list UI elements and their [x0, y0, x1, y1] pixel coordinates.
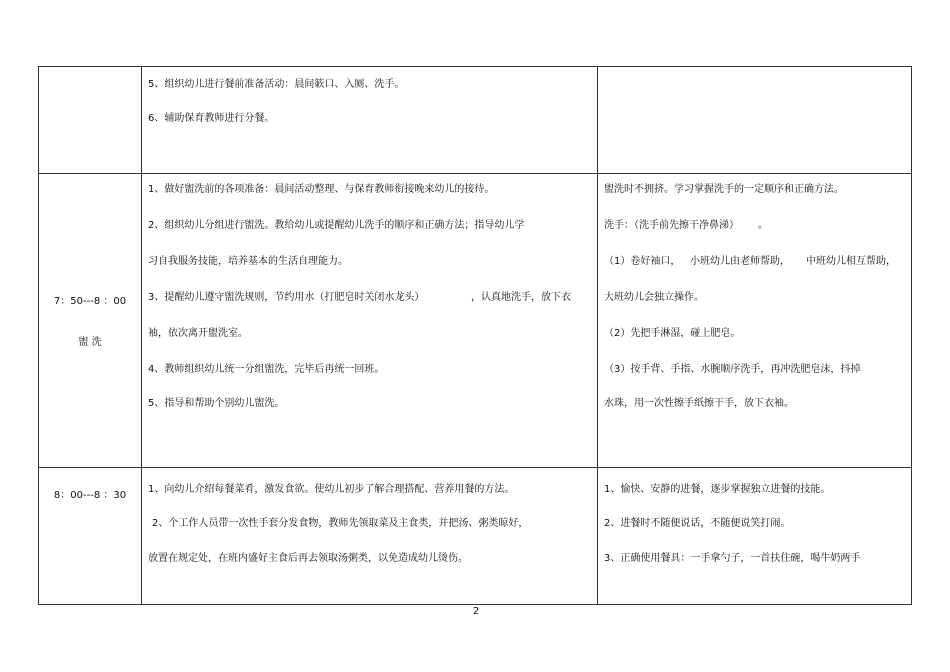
row2-activity: 盥 洗 — [78, 337, 102, 348]
row2-mid-line-4: 3、提醒幼儿遵守盥洗规则，节约用水（打肥皂时关闭水龙头） — [148, 292, 425, 303]
row2-right-line-3: （1）卷好袖口， — [604, 256, 681, 267]
row2-mid-line-3: 习自我服务技能，培养基本的生活自理能力。 — [148, 256, 348, 267]
row2-mid-line-7: 5、指导和帮助个别幼儿盥洗。 — [148, 398, 285, 409]
row2-mid-line-2: 2、组织幼儿分组进行盥洗。教给幼儿或提醒幼儿洗手的顺序和正确方法；指导幼儿学 — [148, 220, 525, 231]
column-divider — [597, 67, 598, 604]
row2-mid-line-5: 袖，依次离开盥洗室。 — [148, 328, 248, 339]
row2-right-line-5: （2）先把手淋湿，碰上肥皂。 — [604, 328, 741, 339]
row-divider — [39, 467, 911, 468]
row3-right-line-3: 3、正确使用餐具：一手拿勺子，一首扶住碗，喝牛奶两手 — [604, 553, 861, 564]
row3-mid-line-2: 2、个工作人员带一次性手套分发食物，教师先领取菜及主食类，并把汤、粥类晾好， — [152, 518, 529, 529]
row2-right-line-6: （3）按手背、手指、水腕顺序洗手，再冲洗肥皂沫，抖掉 — [604, 364, 861, 375]
row2-right-line-4: 大班幼儿会独立操作。 — [604, 292, 704, 303]
row2-mid-line-6: 4、教师组织幼儿统一分组盥洗，完毕后再统一回班。 — [148, 364, 385, 375]
row2-right-line-2b: 。 — [758, 220, 768, 231]
row2-right-line-3b: 小班幼儿由老师帮助， — [690, 256, 790, 267]
page-number: 2 — [472, 606, 480, 617]
row2-mid-line-1: 1、做好盥洗前的各项准备：晨间活动整理、与保育教师衔接晚来幼儿的接待。 — [148, 184, 495, 195]
row2-right-line-7: 水珠，用一次性擦手纸擦干手，放下衣袖。 — [604, 398, 794, 409]
row2-time: 7：50---8 ：00 — [53, 296, 127, 307]
row3-right-line-1: 1、愉快、安静的进餐，逐步掌握独立进餐的技能。 — [604, 484, 831, 495]
row-divider — [39, 173, 911, 174]
row3-mid-line-1: 1、向幼儿介绍每餐菜肴，激发食欲。使幼儿初步了解合理搭配、营养用餐的方法。 — [148, 484, 515, 495]
row1-mid-line-1: 5、组织幼儿进行餐前准备活动：晨间簌口、入厕、洗手。 — [148, 79, 405, 90]
row3-mid-line-3: 放置在规定处，在班内盛好主食后再去领取汤粥类，以免造成幼儿烫伤。 — [148, 553, 468, 564]
row3-time: 8：00---8 ：30 — [53, 490, 127, 501]
row3-right-line-2: 2、进餐时不随便说话，不随便说笑打闹。 — [604, 518, 791, 529]
row1-mid-line-2: 6、辅助保育教师进行分餐。 — [148, 113, 275, 124]
row2-right-line-3c: 中班幼儿相互帮助， — [806, 256, 896, 267]
row2-right-line-2: 洗手：（洗手前先擦干净鼻涕） — [604, 220, 739, 231]
column-divider — [141, 67, 142, 604]
row2-right-line-1: 盥洗时不拥挤。学习掌握洗手的一定顺序和正确方法。 — [604, 184, 844, 195]
row2-mid-line-4b: ，认真地洗手，放下衣 — [471, 292, 571, 303]
